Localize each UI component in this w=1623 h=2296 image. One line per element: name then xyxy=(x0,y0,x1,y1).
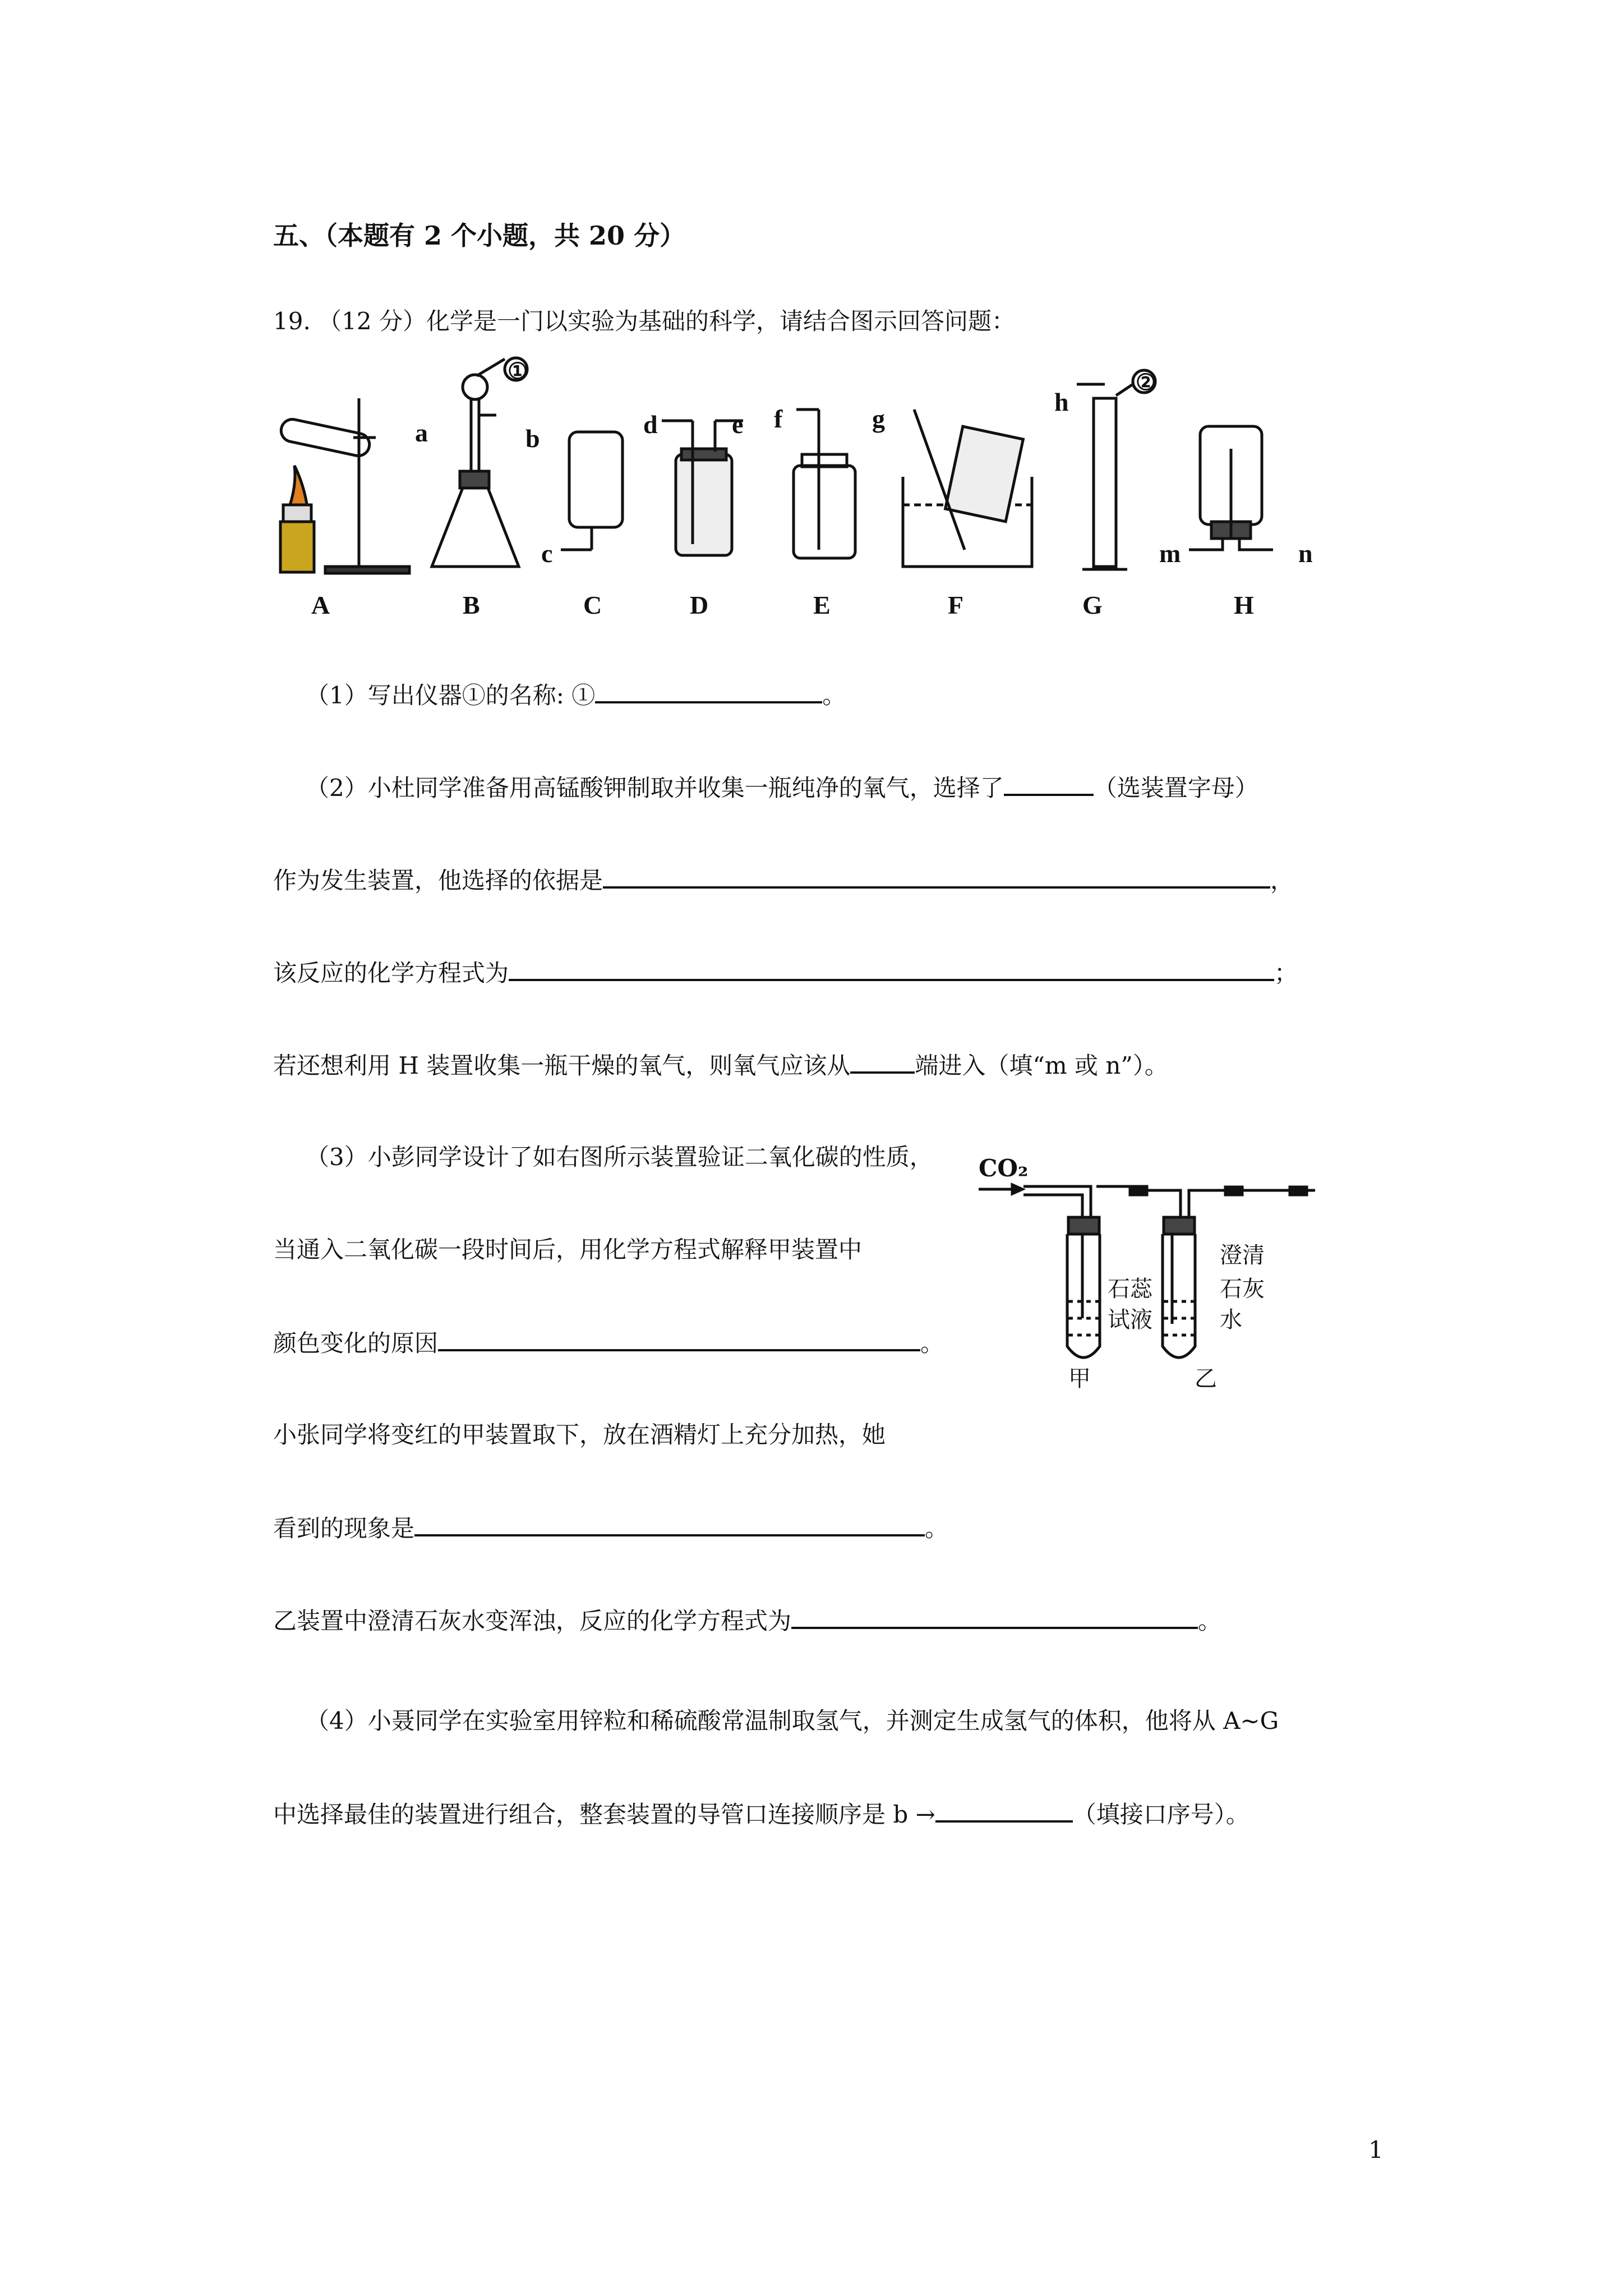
q2-blank-4[interactable] xyxy=(850,1049,915,1074)
port-n: n xyxy=(1298,539,1313,568)
q2-line2 xyxy=(273,864,1294,896)
q3-line5-text: 看到的现象是 xyxy=(273,1515,415,1542)
label-f: F xyxy=(948,591,964,619)
q4-line2 xyxy=(273,1798,1249,1830)
q2-line1 xyxy=(306,771,1258,804)
label-a: A xyxy=(311,591,330,619)
port-c: c xyxy=(541,539,553,568)
apparatus-figure xyxy=(269,353,1324,628)
q3-blank-2[interactable] xyxy=(414,1512,925,1536)
apparatus-c xyxy=(561,432,623,550)
port-m: m xyxy=(1159,539,1181,568)
q4-line1: （4）小聂同学在实验室用锌粒和稀硫酸常温制取氢气，并测定生成氢气的体积，他将从 A~G xyxy=(306,1707,1279,1734)
label-e: E xyxy=(813,591,831,619)
port-g: g xyxy=(872,404,885,433)
q2-line2-text: 作为发生装置，他选择的依据是 xyxy=(273,867,603,894)
q1-text: （1）写出仪器①的名称: ① xyxy=(306,682,596,709)
port-e: e xyxy=(732,410,744,439)
q3-blank-3[interactable] xyxy=(791,1604,1198,1629)
label-c: C xyxy=(583,591,602,619)
q2-blank-2[interactable] xyxy=(603,864,1270,889)
q3-blank-1[interactable] xyxy=(438,1327,920,1351)
apparatus-g xyxy=(1077,370,1155,569)
q3-line3-text: 颜色变化的原因 xyxy=(273,1329,439,1357)
tube2-label-2: 石灰 xyxy=(1220,1276,1265,1302)
q4-line2-end: （填接口序号）。 xyxy=(1072,1801,1249,1828)
q2-line3-text: 该反应的化学方程式为 xyxy=(273,959,509,987)
q3-line6-end: 。 xyxy=(1198,1607,1222,1635)
q2-blank-1[interactable] xyxy=(1004,771,1094,796)
q2-line1-end: （选装置字母） xyxy=(1093,774,1258,802)
q2-line4 xyxy=(273,1049,1168,1082)
apparatus-a xyxy=(279,398,409,573)
jia-label: 甲 xyxy=(1068,1366,1091,1392)
port-b: b xyxy=(525,424,540,453)
apparatus-h xyxy=(1189,426,1273,550)
apparatus-d xyxy=(662,421,743,555)
co2-apparatus-figure xyxy=(979,1156,1326,1397)
label-g: G xyxy=(1082,591,1103,619)
tube2-label-3: 水 xyxy=(1220,1307,1242,1333)
q4-blank[interactable] xyxy=(935,1798,1073,1823)
marker-two: ② xyxy=(1136,370,1156,395)
apparatus-b xyxy=(432,358,527,567)
port-h: h xyxy=(1054,388,1069,416)
question-19-intro: 19. （12 分）化学是一门以实验为基础的科学，请结合图示回答问题： xyxy=(273,307,1015,335)
q1-line xyxy=(306,679,846,711)
tube1-label-2: 试液 xyxy=(1108,1307,1152,1333)
port-f: f xyxy=(774,404,783,433)
yi-label: 乙 xyxy=(1195,1366,1217,1392)
q3-line2: 当通入二氧化碳一段时间后，用化学方程式解释甲装置中 xyxy=(273,1236,863,1263)
label-b: B xyxy=(463,591,480,619)
q3-line1: （3）小彭同学设计了如右图所示装置验证二氧化碳的性质， xyxy=(306,1143,933,1171)
q3-line5-end: 。 xyxy=(925,1515,949,1542)
tube2-label-1: 澄清 xyxy=(1220,1243,1265,1268)
q2-blank-3[interactable] xyxy=(509,956,1274,981)
q3-line5 xyxy=(273,1512,948,1544)
q3-line3 xyxy=(273,1327,944,1359)
label-h: H xyxy=(1234,591,1254,619)
marker-one: ① xyxy=(508,358,528,384)
label-d: D xyxy=(690,591,709,619)
apparatus-e xyxy=(794,409,855,558)
section-title: 五、（本题有 2 个小题，共 20 分） xyxy=(273,220,686,251)
port-a: a xyxy=(415,418,428,447)
co2-label: CO₂ xyxy=(979,1154,1029,1182)
q2-line1-text: （2）小杜同学准备用高锰酸钾制取并收集一瓶纯净的氧气，选择了 xyxy=(306,774,1004,802)
q2-line3 xyxy=(273,956,1298,989)
q2-line2-end: ， xyxy=(1270,867,1294,894)
q3-line4: 小张同学将变红的甲装置取下，放在酒精灯上充分加热，她 xyxy=(273,1421,886,1448)
tube1-label-1: 石蕊 xyxy=(1108,1276,1152,1302)
q2-line4-text: 若还想利用 H 装置收集一瓶干燥的氧气，则氧气应该从 xyxy=(273,1052,851,1079)
q2-line4-end: 端进入（填“m 或 n”）。 xyxy=(915,1052,1168,1079)
q1-blank[interactable] xyxy=(595,679,822,703)
apparatus-f xyxy=(903,409,1032,567)
q2-line3-end: ； xyxy=(1274,959,1298,987)
q4-line2-text: 中选择最佳的装置进行组合，整套装置的导管口连接顺序是 b → xyxy=(273,1801,935,1828)
q3-line6 xyxy=(273,1604,1221,1637)
q3-line6-text: 乙装置中澄清石灰水变浑浊，反应的化学方程式为 xyxy=(273,1607,792,1635)
q3-line3-end: 。 xyxy=(920,1329,944,1357)
page-number: 1 xyxy=(1368,2136,1384,2164)
q1-end: 。 xyxy=(822,682,846,709)
port-d: d xyxy=(643,410,658,439)
